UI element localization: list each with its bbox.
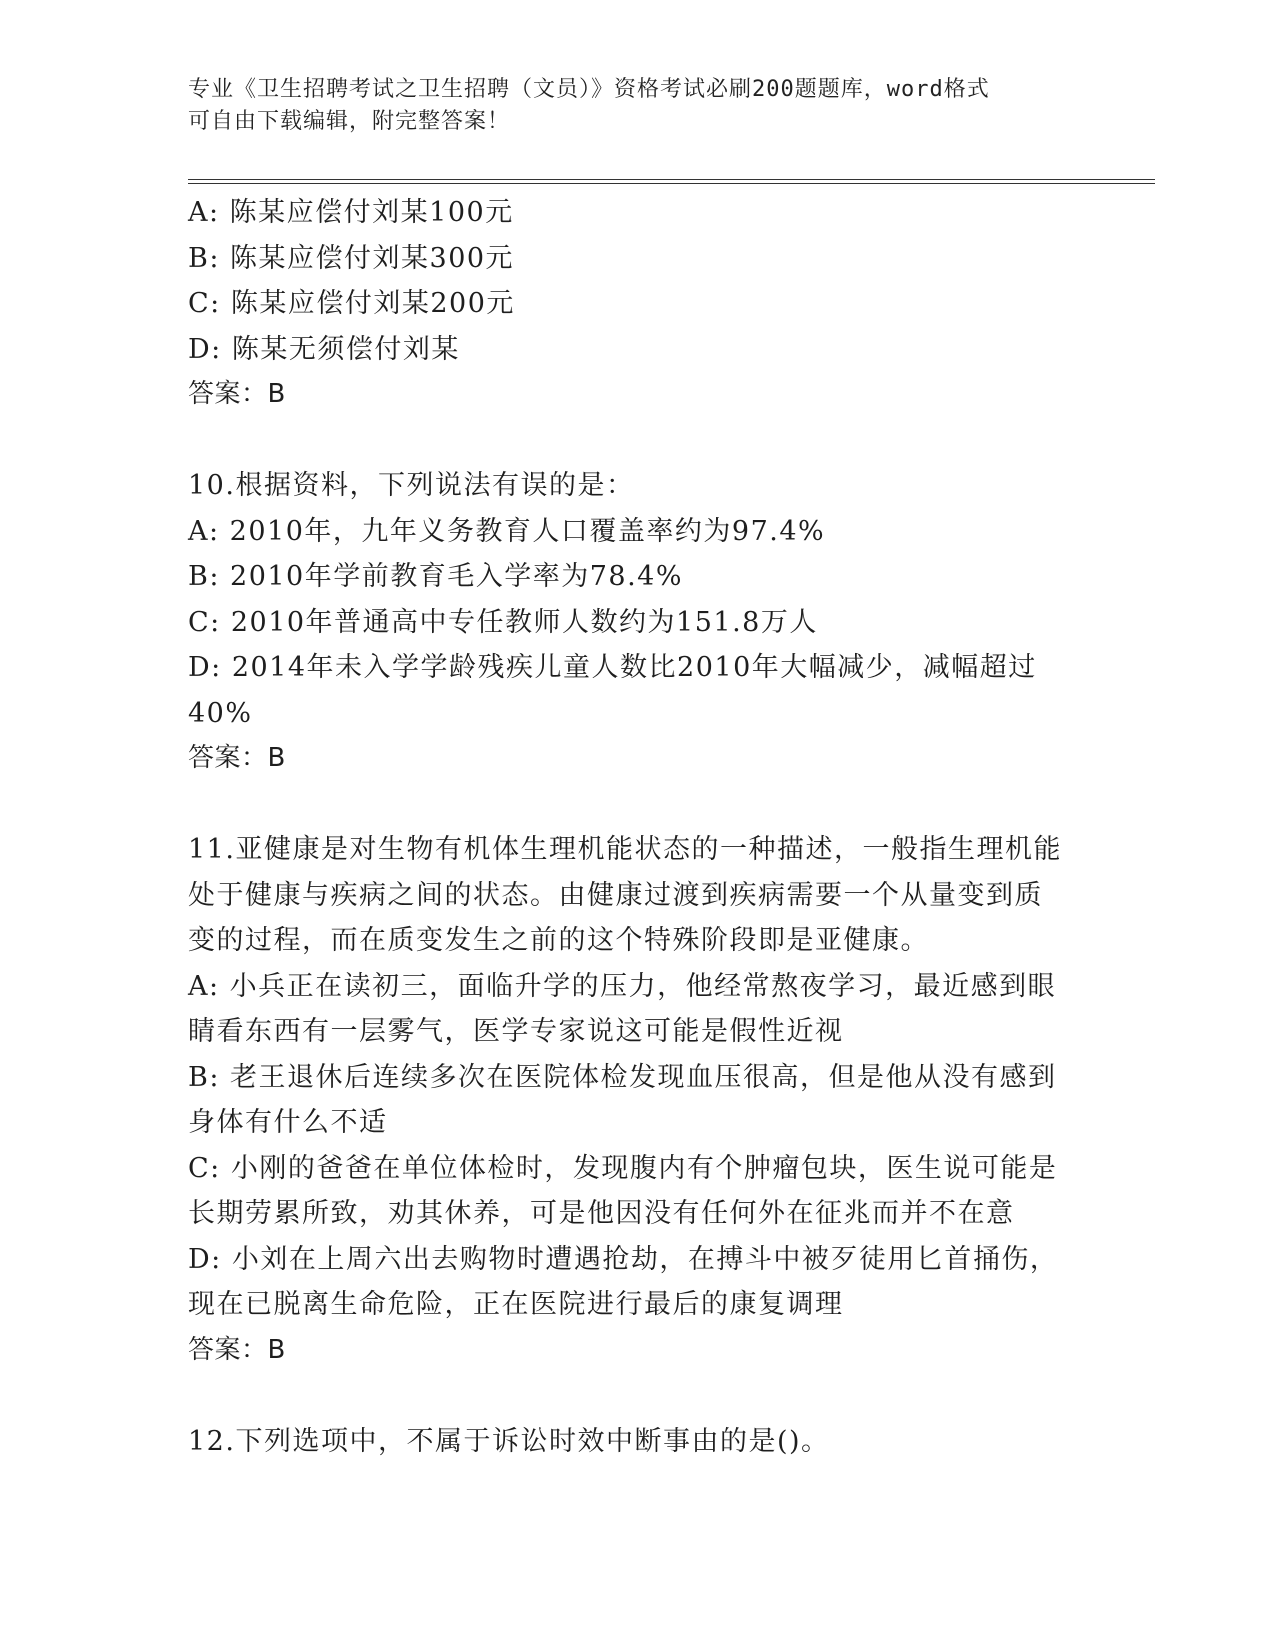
question-10 [188, 463, 1088, 782]
spacer [188, 1373, 1088, 1419]
document-header [188, 74, 1088, 138]
q9-answer: 答案：B [188, 379, 286, 409]
q11-stem-line-1: 11.亚健康是对生物有机体生理机能状态的一种描述，一般指生理机能 [188, 834, 1062, 865]
q10-option-c: C: 2010年普通高中专任教师人数约为151.8万人 [188, 606, 818, 638]
q9-option-b: B: 陈某应偿付刘某300元 [188, 242, 515, 274]
q11-option-d: D: 小刘在上周六出去购物时遭遇抢劫，在搏斗中被歹徒用匕首捅伤， [188, 1243, 1059, 1275]
header-title-line-2: 可自由下载编辑，附完整答案！ [188, 109, 511, 134]
header-title-line-1: 专业《卫生招聘考试之卫生招聘（文员）》资格考试必刷200题题库，word格式 [188, 77, 990, 102]
q11-option-a: A: 小兵正在读初三，面临升学的压力，他经常熬夜学习，最近感到眼 [188, 970, 1057, 1002]
q9-option-d: D: 陈某无须偿付刘某 [188, 333, 460, 365]
q10-stem: 10.根据资料，下列说法有误的是： [188, 470, 635, 501]
q11-option-c-continued: 长期劳累所致，劝其休养，可是他因没有任何外在征兆而并不在意 [188, 1198, 1015, 1229]
q10-option-b: B: 2010年学前教育毛入学率为78.4% [188, 561, 684, 592]
q11-option-b: B: 老王退休后连续多次在医院体检发现血压很高，但是他从没有感到 [188, 1061, 1057, 1093]
q11-option-c: C: 小刚的爸爸在单位体检时，发现腹内有个肿瘤包块，医生说可能是 [188, 1152, 1058, 1184]
q11-stem-line-2: 处于健康与疾病之间的状态。由健康过渡到疾病需要一个从量变到质 [188, 879, 1043, 911]
q9-option-a: A: 陈某应偿付刘某100元 [188, 197, 514, 228]
q10-option-d-continued: 40% [188, 697, 253, 729]
header-divider-top [188, 179, 1155, 180]
q11-option-a-continued: 睛看东西有一层雾气，医学专家说这可能是假性近视 [188, 1016, 844, 1047]
q12-stem: 12.下列选项中，不属于诉讼时效中断事由的是()。 [188, 1425, 830, 1457]
q10-answer: 答案：B [188, 743, 286, 773]
question-11 [188, 827, 1088, 1373]
q9-option-c: C: 陈某应偿付刘某200元 [188, 288, 515, 319]
document-body [188, 190, 1088, 1464]
spacer [188, 782, 1088, 828]
question-9 [188, 190, 1088, 418]
q10-option-a: A: 2010年，九年义务教育人口覆盖率约为97.4% [188, 515, 826, 547]
question-12 [188, 1419, 1088, 1465]
spacer [188, 418, 1088, 464]
q11-option-d-continued: 现在已脱离生命危险，正在医院进行最后的康复调理 [188, 1289, 844, 1320]
header-divider-bottom [188, 183, 1155, 184]
q10-option-d: D: 2014年未入学学龄残疾儿童人数比2010年大幅减少，减幅超过 [188, 652, 1037, 683]
q11-stem-line-3: 变的过程，而在质变发生之前的这个特殊阶段即是亚健康。 [188, 925, 929, 956]
q11-answer: 答案：B [188, 1334, 286, 1365]
q11-option-b-continued: 身体有什么不适 [188, 1107, 388, 1138]
